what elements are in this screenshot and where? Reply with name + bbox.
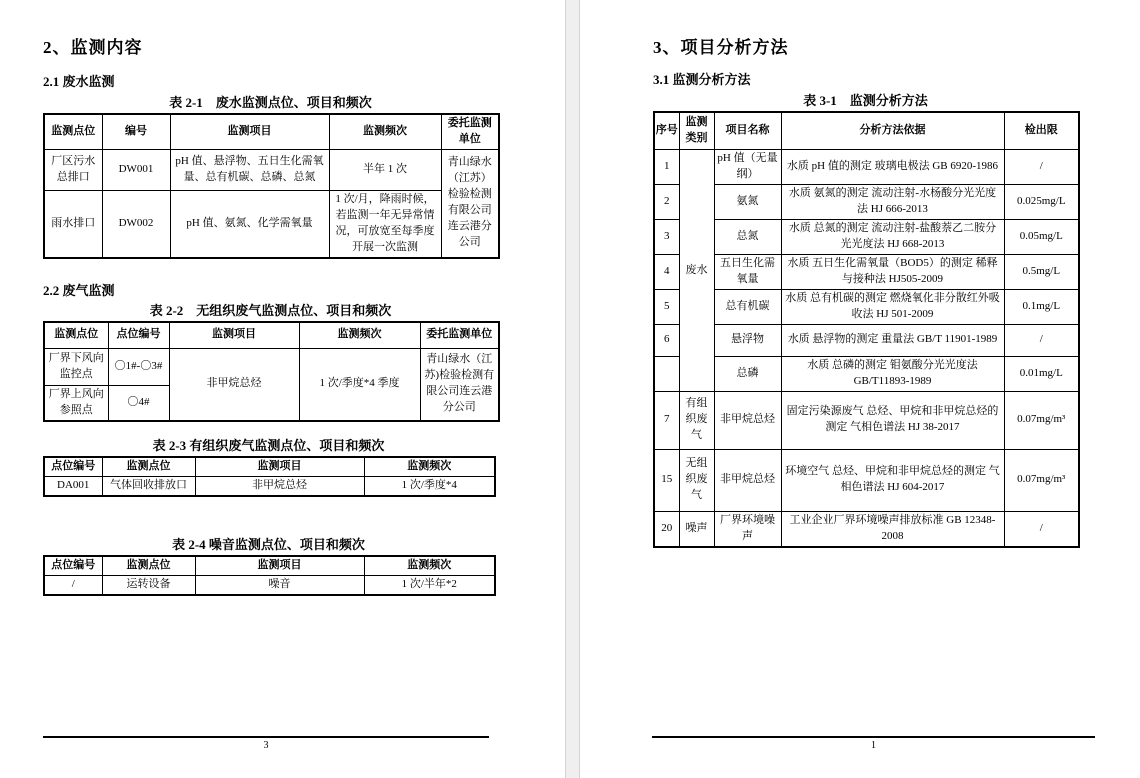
column-header: 点位编号 (44, 556, 102, 575)
cell-monitor-point: 气体回收排放口 (102, 477, 195, 496)
table-3-1-title: 表 3-1 监测分析方法 (803, 92, 928, 108)
cell-parameter: pH 值（无量纲） (714, 150, 781, 185)
column-header: 项目名称 (714, 112, 781, 150)
cell-method: 工业企业厂界环境噪声排放标准 GB 12348-2008 (781, 511, 1004, 546)
cell-parameter: 悬浮物 (714, 324, 781, 356)
cell-agency: 青山绿水（江苏）检验检测有限公司连云港分公司 (441, 149, 499, 257)
page-left (0, 0, 565, 778)
cell-method: 水质 总磷的测定 钼氨酸分光光度法 GB/T11893-1989 (781, 356, 1004, 391)
cell-detection-limit: 0.07mg/m³ (1004, 449, 1079, 511)
cell-serial-no: 7 (654, 391, 679, 449)
table-header-row (44, 457, 495, 476)
table-header-row (44, 114, 499, 149)
column-header: 监测类别 (679, 112, 714, 150)
column-header: 分析方法依据 (781, 112, 1004, 150)
cell-frequency: 1 次/季度*4 (364, 477, 495, 496)
cell-serial-no: 2 (654, 185, 679, 220)
cell-code: DW002 (102, 190, 170, 257)
cell-items: pH 值、氨氮、化学需氧量 (170, 190, 329, 257)
cell-code: DA001 (44, 477, 102, 496)
cell-serial-no: 15 (654, 449, 679, 511)
table-2-3-title: 表 2-3 有组织废气监测点位、项目和频次 (152, 438, 385, 454)
table-2-2-title: 表 2-2 无组织废气监测点位、项目和频次 (149, 302, 392, 318)
table-row (654, 255, 1079, 290)
cell-category-organized-gas: 有组织废气 (679, 391, 714, 449)
page-right-content (580, 0, 1140, 548)
page-footer (43, 736, 489, 752)
cell-method: 环境空气 总烃、甲烷和非甲烷总烃的测定 气相色谱法 HJ 604-2017 (781, 449, 1004, 511)
cell-method: 水质 总有机碳的测定 燃烧氧化非分散红外吸收法 HJ 501-2009 (781, 290, 1004, 325)
table-2-4-title: 表 2-4 噪音监测点位、项目和频次 (172, 537, 365, 553)
cell-detection-limit: / (1004, 511, 1079, 546)
table-row (654, 150, 1079, 185)
cell-parameter: 五日生化需氧量 (714, 255, 781, 290)
column-header: 委托监测单位 (420, 322, 499, 348)
cell-monitor-point: 厂区污水总排口 (44, 149, 102, 190)
cell-serial-no: 1 (654, 150, 679, 185)
column-header: 监测频次 (299, 322, 420, 348)
page-number: 3 (263, 740, 269, 751)
cell-item: 非甲烷总烃 (169, 348, 299, 421)
cell-category-fugitive-gas: 无组织废气 (679, 449, 714, 511)
cell-method: 水质 氨氮的测定 流动注射-水杨酸分光光度法 HJ 666-2013 (781, 185, 1004, 220)
cell-frequency: 1 次/半年*2 (364, 576, 495, 595)
table-header-row (44, 322, 499, 348)
column-header: 监测频次 (364, 556, 495, 575)
table-row (44, 190, 499, 257)
table-row (44, 477, 495, 496)
table-2-2-fugitive-gas-points (43, 321, 500, 422)
cell-detection-limit: 0.1mg/L (1004, 290, 1079, 325)
cell-items: pH 值、悬浮物、五日生化需氧量、总有机碳、总磷、总氮 (170, 149, 329, 190)
page-gap (565, 0, 580, 778)
column-header: 点位编号 (108, 322, 169, 348)
cell-category-wastewater: 废水 (679, 150, 714, 391)
cell-parameter: 总磷 (714, 356, 781, 391)
column-header: 序号 (654, 112, 679, 150)
table-2-4-noise-points (43, 555, 496, 596)
cell-detection-limit: 0.01mg/L (1004, 356, 1079, 391)
table-row (654, 511, 1079, 546)
cell-parameter: 非甲烷总烃 (714, 391, 781, 449)
cell-agency: 青山绿水（江苏)检验检测有限公司连云港分公司 (420, 348, 499, 421)
table-row (44, 149, 499, 190)
cell-detection-limit: 0.05mg/L (1004, 220, 1079, 255)
column-header: 监测点位 (44, 114, 102, 149)
cell-serial-no: 20 (654, 511, 679, 546)
column-header: 监测项目 (195, 457, 364, 476)
table-row (654, 356, 1079, 391)
cell-frequency: 1 次/月，降雨时候，若监测一年无异常情况，可放宽至每季度开展一次监测 (329, 190, 441, 257)
table-row (44, 576, 495, 595)
cell-method: 水质 总氮的测定 流动注射-盐酸萘乙二胺分光光度法 HJ 668-2013 (781, 220, 1004, 255)
column-header: 监测点位 (102, 457, 195, 476)
page-right (580, 0, 1140, 778)
cell-method: 水质 悬浮物的测定 重量法 GB/T 11901-1989 (781, 324, 1004, 356)
cell-serial-no (654, 356, 679, 391)
page-footer (652, 736, 1095, 752)
cell-parameter: 总有机碳 (714, 290, 781, 325)
cell-frequency: 半年 1 次 (329, 149, 441, 190)
table-row (44, 348, 499, 385)
column-header: 监测频次 (329, 114, 441, 149)
page-left-content (0, 0, 565, 596)
cell-parameter: 氨氮 (714, 185, 781, 220)
column-header: 委托监测单位 (441, 114, 499, 149)
column-header: 监测项目 (170, 114, 329, 149)
cell-serial-no: 4 (654, 255, 679, 290)
cell-parameter: 总氮 (714, 220, 781, 255)
subsection-waste-gas-monitoring: 2.2 废气监测 (43, 282, 115, 298)
table-row (654, 324, 1079, 356)
cell-code: DW001 (102, 149, 170, 190)
column-header: 编号 (102, 114, 170, 149)
cell-code: 〇4# (108, 385, 169, 421)
cell-serial-no: 3 (654, 220, 679, 255)
cell-code: 〇1#-〇3# (108, 348, 169, 385)
column-header: 监测点位 (102, 556, 195, 575)
cell-item: 非甲烷总烃 (195, 477, 364, 496)
column-header: 监测频次 (364, 457, 495, 476)
cell-serial-no: 5 (654, 290, 679, 325)
cell-category-noise: 噪声 (679, 511, 714, 546)
cell-monitor-point: 厂界上风向参照点 (44, 385, 108, 421)
table-header-row (44, 556, 495, 575)
cell-monitor-point: 雨水排口 (44, 190, 102, 257)
cell-parameter: 厂界环境噪声 (714, 511, 781, 546)
table-2-3-organized-gas-points (43, 456, 496, 497)
table-header-row (654, 112, 1079, 150)
page-number: 1 (871, 740, 876, 751)
cell-item: 噪音 (195, 576, 364, 595)
table-row (654, 391, 1079, 449)
table-3-1-analysis-methods (653, 111, 1080, 548)
section-heading-monitoring-content: 2、监测内容 (43, 38, 143, 57)
cell-detection-limit: 0.025mg/L (1004, 185, 1079, 220)
cell-method: 水质 五日生化需氧量（BOD5）的测定 稀释与接种法 HJ505-2009 (781, 255, 1004, 290)
table-row (654, 220, 1079, 255)
cell-method: 固定污染源废气 总烃、甲烷和非甲烷总烃的测定 气相色谱法 HJ 38-2017 (781, 391, 1004, 449)
table-2-1-wastewater-points (43, 113, 500, 259)
table-2-1-title: 表 2-1 废水监测点位、项目和频次 (169, 94, 372, 110)
cell-method: 水质 pH 值的测定 玻璃电极法 GB 6920-1986 (781, 150, 1004, 185)
column-header: 检出限 (1004, 112, 1079, 150)
cell-monitor-point: 厂界下风向监控点 (44, 348, 108, 385)
subsection-wastewater-monitoring: 2.1 废水监测 (43, 74, 115, 90)
subsection-monitoring-analysis-methods: 3.1 监测分析方法 (653, 72, 751, 88)
column-header: 监测项目 (169, 322, 299, 348)
section-heading-analysis-methods: 3、项目分析方法 (653, 38, 789, 57)
cell-serial-no: 6 (654, 324, 679, 356)
column-header: 监测点位 (44, 322, 108, 348)
cell-monitor-point: 运转设备 (102, 576, 195, 595)
cell-parameter: 非甲烷总烃 (714, 449, 781, 511)
cell-frequency: 1 次/季度*4 季度 (299, 348, 420, 421)
cell-detection-limit: 0.07mg/m³ (1004, 391, 1079, 449)
table-row (654, 290, 1079, 325)
table-row (654, 185, 1079, 220)
column-header: 监测项目 (195, 556, 364, 575)
table-row (654, 449, 1079, 511)
cell-detection-limit: / (1004, 324, 1079, 356)
cell-detection-limit: / (1004, 150, 1079, 185)
cell-detection-limit: 0.5mg/L (1004, 255, 1079, 290)
cell-code: / (44, 576, 102, 595)
column-header: 点位编号 (44, 457, 102, 476)
